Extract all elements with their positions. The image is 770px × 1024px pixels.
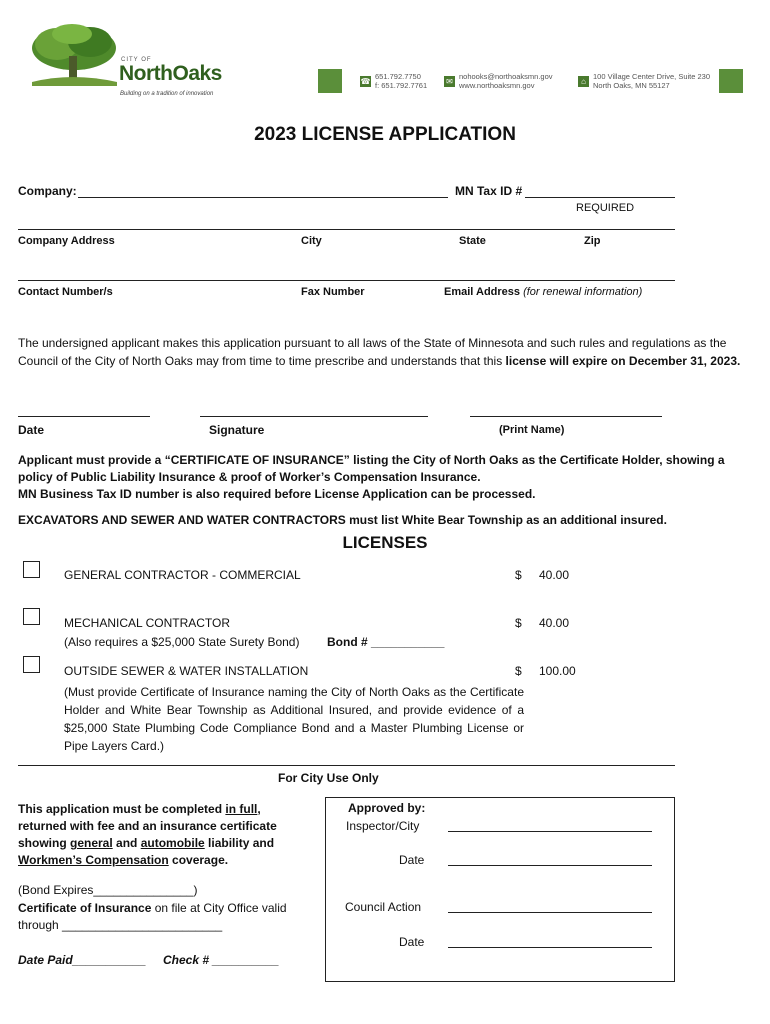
license-fee: 100.00: [539, 664, 576, 678]
licenses-heading: LICENSES: [342, 533, 428, 552]
logo-tagline: Building on a tradition of innovation: [120, 91, 214, 97]
city-label: City: [301, 235, 322, 247]
header-web[interactable]: www.northoaksmn.gov: [459, 81, 535, 90]
contact-label: Contact Number/s: [18, 286, 113, 298]
cert-rest: on file at City Office valid through ________________________: [18, 901, 287, 932]
date2-label: Date: [399, 935, 425, 949]
divider: [18, 765, 675, 766]
instr-in-full: in full: [225, 802, 258, 816]
print-name-field[interactable]: [470, 416, 662, 417]
general-contractor-checkbox[interactable]: [23, 561, 40, 578]
statement: [18, 334, 754, 370]
excavator-notice: EXCAVATORS AND SEWER AND WATER CONTRACTORS must list White Bear Township as an additional insured.: [18, 513, 667, 527]
license-currency: $: [515, 616, 522, 630]
contact-field[interactable]: [18, 280, 675, 281]
completion-instructions: [18, 801, 308, 869]
date1-label: Date: [399, 853, 425, 867]
header-square-right: [719, 69, 743, 93]
council-label: Council Action: [345, 900, 422, 914]
city-use-heading: For City Use Only: [278, 771, 379, 785]
date-label: Date: [18, 423, 45, 437]
header-address-1: 100 Village Center Drive, Suite 230: [593, 72, 711, 81]
logo-name: NorthOaks: [119, 62, 222, 85]
instr-part: This application must be completed: [18, 802, 226, 816]
inspector-label: Inspector/City: [346, 819, 420, 833]
instr-automobile: automobile: [140, 836, 205, 850]
license-currency: $: [515, 664, 522, 678]
instr-part: and: [112, 836, 141, 850]
license-name: MECHANICAL CONTRACTOR: [64, 616, 231, 630]
license-currency: $: [515, 568, 522, 582]
license-fee: 40.00: [539, 568, 570, 582]
license-fee: 40.00: [539, 616, 570, 630]
sewer-water-checkbox[interactable]: [23, 656, 40, 673]
email-label-wrap: [444, 286, 642, 298]
insurance-notice: Applicant must provide a “CERTIFICATE OF INSURANCE” listing the City of North Oaks as the Certificate Holder, showing a policy of Public Liability Insurance & proof of Worker’s Compensation Insurance.: [18, 453, 725, 484]
phone-2: f: 651.792.7761: [375, 81, 428, 90]
header-square-left: [318, 69, 342, 93]
statement-expiry: license will expire on December 31, 2023.: [505, 354, 741, 368]
state-label: State: [459, 235, 486, 247]
statement-text: The undersigned applicant makes this application pursuant to all laws of the State of Minnesota and such rules and regulations as the Council of the City of North Oaks may from time to time prescribe and understands that this: [18, 336, 727, 368]
fax-label: Fax Number: [301, 286, 365, 298]
license-name: GENERAL CONTRACTOR - COMMERCIAL: [64, 568, 301, 582]
bond-number-field[interactable]: Bond # ___________: [327, 635, 445, 649]
address-field[interactable]: [18, 229, 675, 230]
license-note: (Must provide Certificate of Insurance naming the City of North Oaks as the Certificate Holder and White Bear Township as Additional Insured, and provide evidence of a $25,000 State Plumbing Code Compliance Bond and a Master Plumbing License or Pipe Layers Card.): [64, 685, 524, 753]
inspector-field[interactable]: [448, 831, 652, 832]
instr-part: liability and: [204, 836, 275, 850]
company-field[interactable]: [78, 197, 448, 198]
bond-expires: (Bond Expires_______________): [18, 883, 198, 897]
instr-part: , returned with fee and an insurance certificate showing: [18, 802, 277, 850]
required-note: REQUIRED: [576, 202, 635, 214]
date1-field[interactable]: [448, 865, 652, 866]
company-address-label: Company Address: [18, 235, 115, 247]
tax-id-notice: MN Business Tax ID number is also required before License Application can be processed.: [18, 487, 536, 501]
check-number: Check # __________: [163, 953, 280, 967]
instr-part: coverage.: [168, 853, 229, 867]
company-label: Company:: [18, 184, 77, 198]
email-note: (for renewal information): [523, 286, 643, 298]
signature-label: Signature: [209, 423, 265, 437]
cert-bold: Certificate of Insurance: [18, 901, 152, 915]
phone-icon: ☎: [360, 77, 371, 86]
tax-id-field[interactable]: [525, 197, 675, 198]
signature-field[interactable]: [200, 416, 428, 417]
location-icon: ⌂: [578, 76, 589, 87]
license-note: (Also requires a $25,000 State Surety Bond): [64, 635, 300, 649]
instr-general: general: [70, 836, 113, 850]
logo-city-of: CITY OF: [121, 57, 152, 63]
mechanical-contractor-checkbox[interactable]: [23, 608, 40, 625]
phone-1: 651.792.7750: [375, 72, 421, 81]
tax-id-label: MN Tax ID #: [455, 184, 523, 198]
zip-label: Zip: [584, 235, 601, 247]
email-label: Email Address: [444, 286, 521, 298]
email-icon: ✉: [444, 76, 455, 87]
council-field[interactable]: [448, 912, 652, 913]
date-paid: Date Paid___________: [18, 953, 147, 967]
header-address-2: North Oaks, MN 55127: [593, 81, 670, 90]
print-name-label: (Print Name): [499, 424, 565, 436]
instr-workmens: Workmen’s Compensation: [18, 853, 169, 867]
certificate-note: [18, 900, 288, 934]
page-title: 2023 LICENSE APPLICATION: [254, 124, 516, 145]
header-email[interactable]: nohooks@northoaksmn.gov: [459, 72, 553, 81]
license-name: OUTSIDE SEWER & WATER INSTALLATION: [64, 664, 309, 678]
oak-tree-logo-icon: [22, 22, 122, 92]
date-field[interactable]: [18, 416, 150, 417]
approved-by-label: Approved by:: [348, 801, 426, 815]
date2-field[interactable]: [448, 947, 652, 948]
